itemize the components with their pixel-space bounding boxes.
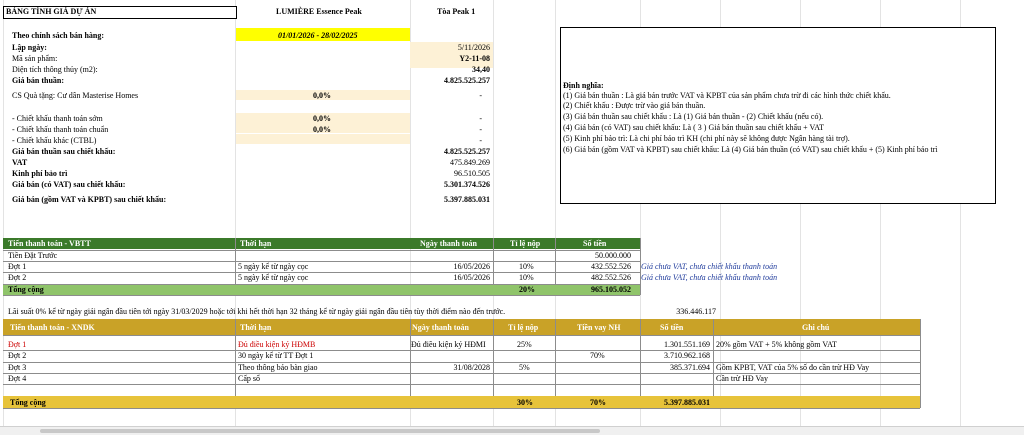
- after-discount-label: Giá bán thuần sau chiết khấu:: [12, 147, 116, 156]
- definition-line: (6) Giá bán (gồm VAT và KPBT) sau chiết khấu: Là (4) Giá bán thuần (có VAT) sau chiết khấu + (5) Kinh phí bảo trì: [563, 145, 938, 154]
- t2-row-amount: 3.710.962.168: [664, 351, 710, 360]
- vat-label: VAT: [12, 158, 28, 167]
- table1-col-term: Thời hạn: [240, 239, 272, 248]
- vat-price-value: 5.301.374.526: [444, 180, 490, 189]
- other-discount-value: -: [479, 136, 482, 145]
- t1-row-date: 16/05/2026: [453, 262, 490, 271]
- t1-row-note: Giá chưa VAT, chưa chiết khấu thanh toán: [641, 262, 778, 271]
- t1-row-name: Đợt 1: [8, 262, 27, 271]
- t2-row-date: 31/08/2028: [453, 363, 490, 372]
- gift-label: CS Quà tặng: Cư dân Masterise Homes: [12, 91, 139, 100]
- t2-row-pct: 5%: [519, 363, 530, 372]
- definition-line: (5) Kinh phí bảo trì: Là chi phí bảo trì KH (chi phí này sẽ không được Ngân hàng tài trợ).: [563, 134, 850, 143]
- std-discount-label: - Chiết khấu thanh toán chuẩn: [12, 125, 109, 134]
- t2-row-date: Đủ điều kiện ký HĐMI: [411, 341, 486, 349]
- table2-col-term: Thời hạn: [240, 323, 272, 332]
- t1-row-term: 5 ngày kể từ ngày cọc: [238, 273, 309, 282]
- t1-row-amount: 50.000.000: [595, 251, 631, 260]
- area-label: Diện tích thông thủy (m2):: [12, 65, 98, 74]
- net-price-value: 4.825.525.257: [444, 76, 490, 85]
- date-label: Lập ngày:: [12, 43, 47, 52]
- loan-amount: 336.446.117: [676, 307, 716, 316]
- table1-col-name: Tiến thanh toán - VBTT: [8, 239, 91, 248]
- t2-total-loan: 70%: [590, 398, 606, 407]
- code-label: Mã sản phẩm:: [12, 54, 58, 63]
- t2-row-term: 30 ngày kể từ TT Đợt 1: [238, 351, 314, 360]
- t2-row-term: Theo thông báo bàn giao: [238, 363, 318, 372]
- table2-col-loan: Tiền vay NH: [577, 323, 621, 332]
- t1-row-pct: 10%: [519, 262, 534, 271]
- t1-row-amount: 482.552.526: [591, 273, 631, 282]
- t2-row-name: Đợt 1: [8, 340, 27, 349]
- area-value[interactable]: 34,40: [472, 65, 490, 74]
- definitions-title: Định nghĩa:: [563, 81, 604, 90]
- table1-col-amount: Số tiền: [583, 239, 607, 248]
- table2-col-pct: Tỉ lệ nộp: [508, 323, 539, 332]
- definition-line: (2) Chiết khấu : Được trừ vào giá bán thuần.: [563, 101, 706, 110]
- table2-col-note: Ghi chú: [802, 323, 830, 332]
- t2-row-loan: 70%: [590, 351, 605, 360]
- table1-col-date: Ngày thanh toán: [420, 239, 477, 248]
- pct-input-bg-3: [236, 134, 410, 144]
- t2-row-note: Gồm KPBT, VAT của 5% số đo cần trừ HĐ Vay: [716, 363, 870, 372]
- t2-row-amount: 385.371.694: [670, 363, 710, 372]
- t1-row-name: Tiền Đặt Trước: [8, 251, 58, 260]
- t1-row-date: 16/05/2026: [453, 273, 490, 282]
- after-discount-value: 4.825.525.257: [444, 147, 490, 156]
- code-value[interactable]: Y2-11-08: [459, 54, 490, 63]
- t1-total-label: Tổng cộng: [8, 285, 44, 294]
- definition-line: (1) Giá bán thuần : Là giá bán trước VAT và KPBT của sản phẩm chưa trừ đi các hình thức chiết khấu.: [563, 91, 891, 100]
- full-price-value: 5.397.885.031: [444, 195, 490, 204]
- loan-note: Lãi suất 0% kể từ ngày giải ngân đầu tiên tới ngày 31/03/2029 hoặc tới khi hết thời hạn 32 tháng kể từ ngày giải ngân đầu tiên tùy thời điểm nào đến trước.: [8, 307, 506, 316]
- horizontal-scrollbar[interactable]: [0, 426, 1024, 435]
- t2-row-name: Đợt 2: [8, 351, 27, 360]
- t2-total-pct: 30%: [517, 398, 533, 407]
- gift-pct[interactable]: 0,0%: [313, 91, 331, 100]
- t2-total-amount: 5.397.885.031: [664, 398, 710, 407]
- other-discount-label: - Chiết khấu khác (CTBL): [12, 136, 97, 145]
- page-title: BẢNG TÍNH GIÁ DỰ ÁN: [6, 7, 97, 16]
- vat-value: 475.849.269: [450, 158, 490, 167]
- t1-total-pct: 20%: [519, 285, 535, 294]
- full-price-label: Giá bán (gồm VAT và KPBT) sau chiết khấu:: [12, 195, 167, 204]
- t1-total-amount: 965.105.052: [591, 285, 631, 294]
- scrollbar-thumb[interactable]: [40, 429, 600, 433]
- early-discount-label: - Chiết khấu thanh toán sớm: [12, 114, 103, 123]
- t2-row-term: Đủ điều kiện ký HĐMB: [238, 340, 316, 349]
- gift-value: -: [479, 91, 482, 100]
- table2-col-date: Ngày thanh toán: [412, 323, 469, 332]
- vat-price-label: Giá bán (có VAT) sau chiết khấu:: [12, 180, 126, 189]
- std-discount-value: -: [479, 125, 482, 134]
- t2-row-amount: 1.301.551.169: [664, 340, 710, 349]
- t2-row-name: Đợt 4: [8, 374, 27, 383]
- early-discount-pct[interactable]: 0,0%: [313, 114, 331, 123]
- early-discount-value: -: [479, 114, 482, 123]
- t1-row-term: 5 ngày kể từ ngày cọc: [238, 262, 309, 271]
- definition-line: (3) Giá bán thuần sau chiết khấu : Là (1) Giá bán thuần - (2) Chiết khấu (nếu có).: [563, 112, 824, 121]
- table1-total-row: [3, 285, 640, 295]
- policy-value: 01/01/2026 - 28/02/2025: [278, 31, 358, 40]
- table2-col-amount: Số tiền: [660, 323, 684, 332]
- t1-row-amount: 432.552.526: [591, 262, 631, 271]
- t1-row-note: Giá chưa VAT, chưa chiết khấu thanh toán: [641, 273, 778, 282]
- t1-row-name: Đợt 2: [8, 273, 27, 282]
- t2-row-pct: 25%: [517, 340, 532, 349]
- maintenance-label: Kinh phí bảo trì: [12, 169, 68, 178]
- table2-col-name: Tiến thanh toán - XNDK: [10, 323, 95, 332]
- maintenance-value: 96.510.505: [454, 169, 490, 178]
- tower-name: Tòa Peak 1: [437, 7, 476, 16]
- t2-row-term: Cấp sổ: [238, 374, 260, 383]
- definition-line: (4) Giá bán (có VAT) sau chiết khấu: Là ( 3 ) Giá bán thuần sau chiết khấu + VAT: [563, 123, 824, 132]
- net-price-label: Giá bán thuần:: [12, 76, 65, 85]
- date-value[interactable]: 5/11/2026: [457, 43, 490, 52]
- t1-row-pct: 10%: [519, 273, 534, 282]
- table2-total-row: [3, 396, 920, 408]
- t2-row-note: Cần trừ HĐ Vay: [716, 374, 768, 383]
- table1-col-pct: Tỉ lệ nộp: [510, 239, 541, 248]
- project-name: LUMIÈRE Essence Peak: [276, 7, 362, 16]
- t2-row-name: Đợt 3: [8, 363, 27, 372]
- table1-header: [3, 238, 640, 249]
- policy-label: Theo chính sách bán hàng:: [12, 31, 105, 40]
- t2-total-label: Tổng cộng: [10, 398, 46, 407]
- std-discount-pct[interactable]: 0,0%: [313, 125, 331, 134]
- t2-row-note: 20% gồm VAT + 5% không gồm VAT: [716, 340, 837, 349]
